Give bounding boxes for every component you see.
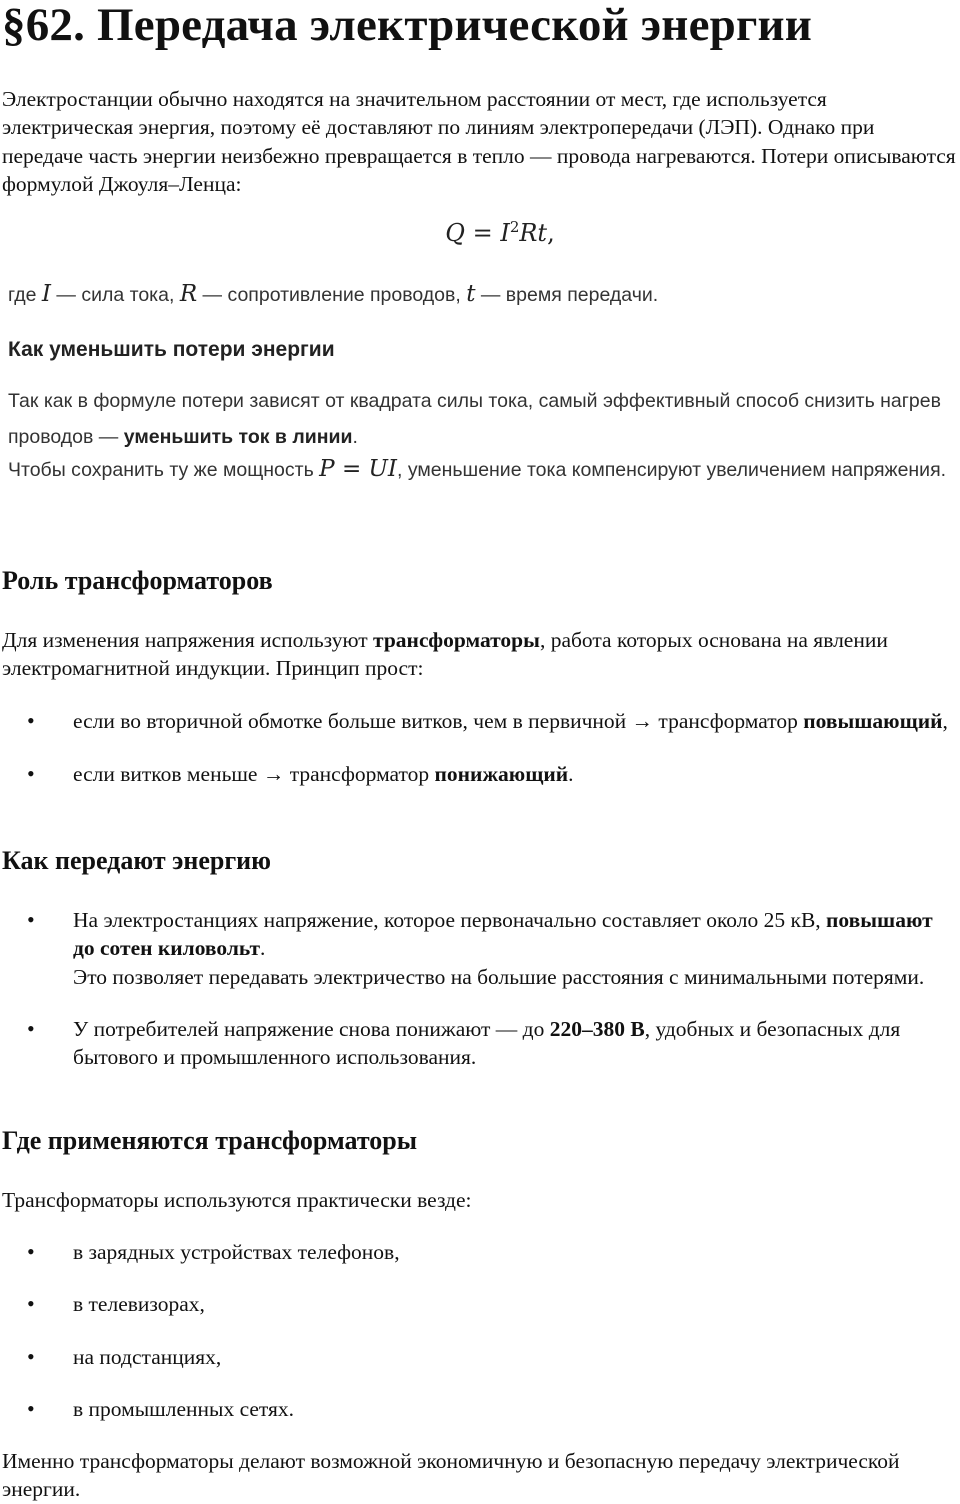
power-formula: P = UI [319,456,397,482]
consumers-end: , удобных и безопасных для бытового и промышленного использования. [73,1016,901,1070]
transmission-list [0,906,960,1071]
variables-description [8,280,958,309]
list-item: • в зарядных устройствах телефонов, [0,1238,960,1266]
var-resistance-desc: — сопротивление проводов, [197,284,467,306]
transformers-role-paragraph [2,626,958,683]
step-up-text: если во вторичной обмотке больше витков, чем в первичной → трансформатор [73,709,804,733]
var-current-desc: — сила тока, [50,284,180,306]
consumers-text: У потребителей напряжение снова понижают — до [73,1016,550,1041]
page-title: §62. Передача электрической энергии [2,0,813,51]
where-text: где [8,284,42,306]
reduce-p2-start: Чтобы сохранить ту же мощность [8,459,320,481]
usage-list [0,1238,960,1423]
reduce-p1-text: Так как в формуле потери зависят от квадрата силы тока, самый эффективный способ снизить нагрев проводов — [8,390,941,448]
var-resistance: R [179,281,198,307]
transmission-heading: Как передают энергию [2,846,271,875]
list-item-power-plant [0,906,960,991]
role-p-end: , работа которых основана на явлении электромагнитной индукции. Принцип прост: [2,628,888,681]
var-time: t [466,281,476,307]
transformers-role-heading: Роль трансформаторов [2,566,273,595]
list-item: • в телевизорах, [0,1290,960,1318]
step-down-end: . [568,762,574,787]
plant-text: На электростанциях напряжение, которое первоначально составляет около 25 кВ, [73,908,827,932]
plant-line2: Это позволяет передавать электричество на большие расстояния с минимальными потерями. [73,964,925,989]
formula-lhs: Q [445,219,465,247]
joule-lenz-formula [0,218,960,247]
reduce-losses-heading: Как уменьшить потери энергии [8,338,335,361]
reduce-p1-bold: уменьшить ток в линии [123,426,353,448]
reduce-losses-paragraph-2 [8,451,948,488]
list-item-consumers [0,1015,960,1072]
consumers-bold: 220–380 В [549,1016,645,1041]
formula-rest: Rt [519,219,548,247]
step-up-bold: повышающий [803,709,943,733]
step-down-bold: понижающий [434,762,569,787]
list-item: • на подстанциях, [0,1343,960,1371]
reduce-p1-end: . [352,426,358,448]
plant-end: . [260,936,266,961]
conclusion-paragraph: Именно трансформаторы делают возможной экономичную и безопасную передачу электрической энергии. [2,1449,900,1502]
role-p-bold: трансформаторы [373,628,540,652]
formula-base: I [500,219,510,247]
step-up-end: , [942,709,948,733]
formula-exponent: 2 [509,218,520,236]
reduce-p2-end: , уменьшение тока компенсируют увеличением напряжения. [397,459,947,481]
plant-bold: повышают до сотен киловольт [73,908,933,961]
transformer-types-list [0,707,960,789]
var-time-desc: — время передачи. [475,284,659,306]
step-down-text: если витков меньше → трансформатор [73,762,435,787]
usage-heading: Где применяются трансформаторы [2,1126,418,1155]
list-item-step-up [0,707,960,735]
formula-comma: , [547,219,555,247]
list-item-step-down [0,760,960,788]
reduce-losses-paragraph-1 [8,383,958,455]
list-item: • в промышленных сетях. [0,1395,960,1423]
role-p-start: Для изменения напряжения используют [2,628,374,652]
usage-intro: Трансформаторы используются практически везде: [2,1188,472,1212]
formula-equals: = [464,219,501,247]
intro-paragraph: Электростанции обычно находятся на значительном расстоянии от мест, где используется электрическая энергия, поэтому её доставляют по линиям электропередачи (ЛЭП). Однако при передаче часть энергии неизбежно превращается в тепло — провода нагреваются. Потери описываются формулой Джоуля–Ленца: [2,87,956,196]
var-current: I [41,281,51,307]
